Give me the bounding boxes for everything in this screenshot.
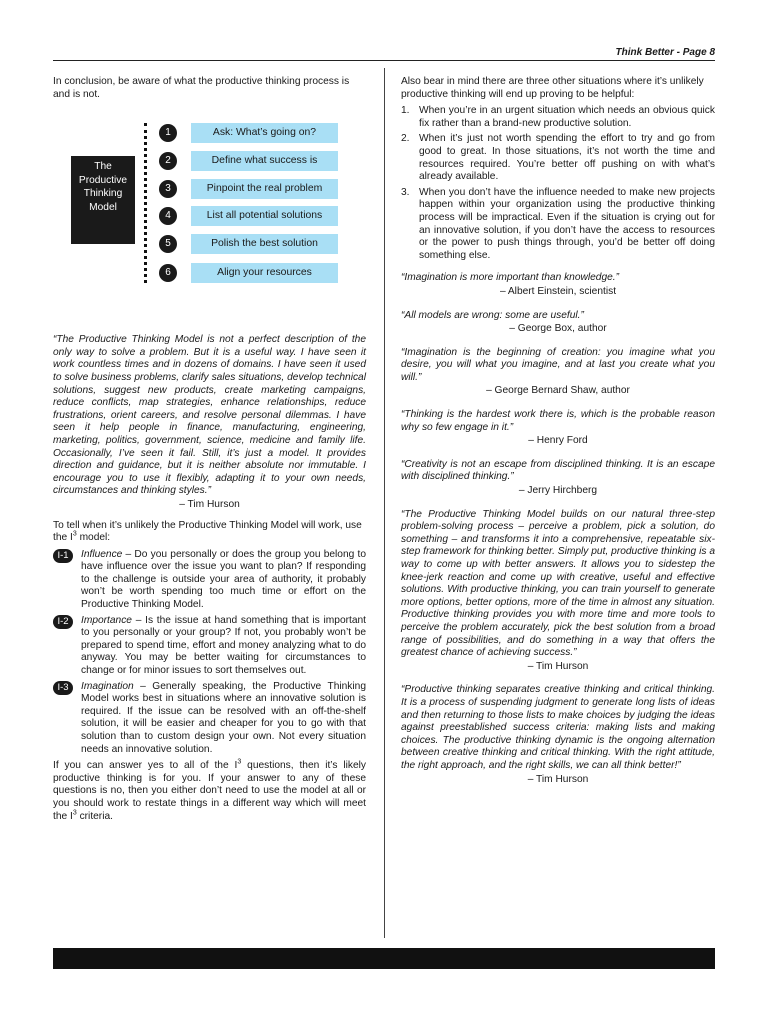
step-number-badge: 6 bbox=[159, 264, 177, 282]
closing-text: If you can answer yes to all of the I bbox=[53, 760, 238, 772]
quote-attribution: – Tim Hurson bbox=[527, 773, 589, 785]
superscript: 3 bbox=[237, 758, 242, 766]
i-badge: I-2 bbox=[53, 615, 73, 629]
closing-paragraph bbox=[53, 760, 366, 823]
step-label: Align your resources bbox=[191, 263, 338, 283]
step-label: Pinpoint the real problem bbox=[191, 179, 338, 199]
i-term: Imagination bbox=[81, 680, 134, 692]
quote-attribution: – Jerry Hirchberg bbox=[518, 485, 598, 497]
list-text: When you’re in an urgent situation which needs an obvious quick fix rather than a brand-new productive solution. bbox=[419, 105, 715, 129]
situation-item bbox=[401, 133, 715, 183]
i-term: Influence bbox=[81, 548, 123, 560]
quote-shaw: “Imagination is the beginning of creation: you imagine what you desire, you will what you imagine, and at last you create what you will.” bbox=[401, 346, 715, 383]
step-2 bbox=[159, 151, 392, 171]
list-text: When you don’t have the influence needed to make new projects happen within your organization using the productive thinking process will be impractical. Even if the situation is crying out for an innovative solution, if you don’t have the access to resources or the power to push things through, you’d be better off doing something else. bbox=[419, 186, 715, 261]
quote-box: “All models are wrong: some are useful.” bbox=[401, 309, 584, 321]
intro-paragraph: In conclusion, be aware of what the productive thinking process is and is not. bbox=[53, 76, 350, 100]
step-label: Ask: What’s going on? bbox=[191, 123, 338, 143]
header-rule bbox=[53, 60, 715, 61]
situation-item bbox=[401, 187, 715, 263]
step-number-badge: 4 bbox=[159, 207, 177, 225]
superscript: 3 bbox=[72, 809, 77, 817]
list-text: When it’s just not worth spending the effort to try and go from good to great. In those situations, it’s not worth the time and resources required. You’re better off pushing on with what’s already available. bbox=[419, 133, 715, 183]
i-item-influence bbox=[53, 549, 366, 612]
right-intro: Also bear in mind there are three other situations where it’s unlikely productive thinking will end up proving to be helpful: bbox=[401, 76, 704, 100]
i3-intro-text: To tell when it’s unlikely the Productive Thinking Model will work, use the I bbox=[53, 519, 362, 544]
productive-thinking-diagram bbox=[53, 123, 366, 323]
i-text: – Generally speaking, the Productive Thinking Model works best in situations where an innovative solution is required. If the issue can be resolved with an off-the-shelf solution, it will be easier and cheaper for you to go with that solution than to custom design your own. Not every situation needs an innovative solution. bbox=[81, 680, 366, 755]
step-number-badge: 2 bbox=[159, 152, 177, 170]
list-number: 3. bbox=[401, 186, 410, 198]
step-4 bbox=[159, 206, 392, 226]
closing-text: questions, then it’s likely productive thinking is for you. If your answer to any of these questions is no, then you either don’t need to use the model at all or you should work to restate things in a different way which will meet the I bbox=[53, 760, 366, 822]
quote-hurson-thinking: “Productive thinking separates creative thinking and critical thinking. It is a process of suspending judgment to generate long lists of ideas and then returning to those lists to make choices by judging the ideas against preestablished success criteria: making lists and making choices. The productive thinking dynamic is the ongoing alternation between creative thinking and critical thinking. With the right attitude, the right approach, and the right skills, we can all think better!” bbox=[401, 684, 715, 771]
quote-attribution: – Henry Ford bbox=[528, 435, 588, 447]
quote-ford: “Thinking is the hardest work there is, which is the probable reason why so few engage in it.” bbox=[401, 409, 715, 433]
model-label-line: Productive bbox=[78, 174, 128, 186]
step-5 bbox=[159, 234, 392, 254]
superscript: 3 bbox=[72, 530, 77, 538]
i-term: Importance bbox=[81, 614, 132, 626]
situation-item bbox=[401, 105, 715, 130]
quote-attribution: – Albert Einstein, scientist bbox=[499, 285, 617, 297]
list-number: 1. bbox=[401, 105, 410, 117]
i-item-imagination bbox=[53, 681, 366, 757]
list-number: 2. bbox=[401, 133, 410, 145]
step-number-badge: 3 bbox=[159, 180, 177, 198]
i3-intro bbox=[53, 520, 366, 545]
quote-hurson-model: “The Productive Thinking Model builds on our natural three-step problem-solving process – perceive a problem, pick a solution, do something – and transforms it into a comprehensive, repeatable six-step framework for thinking better. Simply put, productive thinking is a way to come up with better answers. It allows you to sidestep the knee-jerk reaction and come up with creative, useful and effective solutions. With productive thinking, you can train yourself to generate more options, better options, more of the time in almost any situation. Productive thinking provides you with more time and more tools to perceive the problem accurately, pick the best solution from a broad range of possibilities, and do something in a way that offers the greatest chance of achieving success.” bbox=[401, 508, 715, 659]
footer-bar bbox=[53, 948, 715, 969]
quote-attribution: – George Box, author bbox=[509, 323, 607, 335]
quote-attribution: – George Bernard Shaw, author bbox=[486, 385, 630, 397]
i-text: – Do you personally or does the group you belong to have influence over the issue you want to plan? If responding to the challenge is outside your area of authority, it probably won’t be worth spending too much time or effort on the Productive Thinking Model. bbox=[81, 548, 366, 611]
step-number-badge: 5 bbox=[159, 235, 177, 253]
quote-attribution: – Tim Hurson bbox=[527, 660, 589, 672]
step-number-badge: 1 bbox=[159, 124, 177, 142]
i-badge: I-3 bbox=[53, 681, 73, 695]
closing-text: criteria. bbox=[76, 810, 113, 822]
model-label-box bbox=[71, 156, 135, 244]
i-item-importance bbox=[53, 615, 366, 678]
page-header-title: Think Better - Page 8 bbox=[615, 47, 715, 58]
i-text: – Is the issue at hand something that is important to you personally or your group? If not, you probably won’t be prepared to spend time, effort and money analyzing what to do anyway. You may be better waiting for circumstances to change or for minor issues to sort themselves out. bbox=[81, 614, 366, 677]
right-column bbox=[401, 76, 715, 786]
model-label-line: Model bbox=[89, 201, 117, 213]
i3-intro-text: model: bbox=[76, 532, 111, 544]
left-column bbox=[53, 76, 366, 823]
dotted-connector bbox=[144, 123, 147, 283]
quote-hirchberg: “Creativity is not an escape from disciplined thinking. It is an escape with disciplined thinking.” bbox=[401, 458, 715, 483]
step-label: Define what success is bbox=[191, 151, 338, 171]
step-1 bbox=[159, 123, 392, 143]
i-badge: I-1 bbox=[53, 549, 73, 563]
model-label-line: The bbox=[94, 161, 112, 173]
quote-einstein: “Imagination is more important than knowledge.” bbox=[401, 272, 620, 284]
step-label: Polish the best solution bbox=[191, 234, 338, 254]
step-label: List all potential solutions bbox=[191, 206, 338, 226]
quote-attribution: – Tim Hurson bbox=[179, 498, 240, 510]
hurson-quote: “The Productive Thinking Model is not a perfect description of the only way to solve a problem. But it is a useful way. I have seen it work countless times and in dozens of domains. I have seen it used to solve business problems, clarify sales situations, develop technical solutions, suggest new products, create marketing campaigns, reduce conflicts, map strategies, enhance relationships, reduce frustrations, orient careers, and resolve personal dilemmas. I have seen it help people in finance, manufacturing, engineering, marketing, politics, government, science, medicine and family life. Occasionally, I’ve seen it fail. Still, it’s just a model. It provides direction and guidance, but it is neither absolute nor immutable. I encourage you to use it flexibly, adapting it to your own needs, circumstances and thinking styles.” bbox=[53, 334, 366, 497]
step-3 bbox=[159, 179, 392, 199]
model-label-line: Thinking bbox=[83, 188, 123, 200]
step-6 bbox=[159, 263, 392, 283]
